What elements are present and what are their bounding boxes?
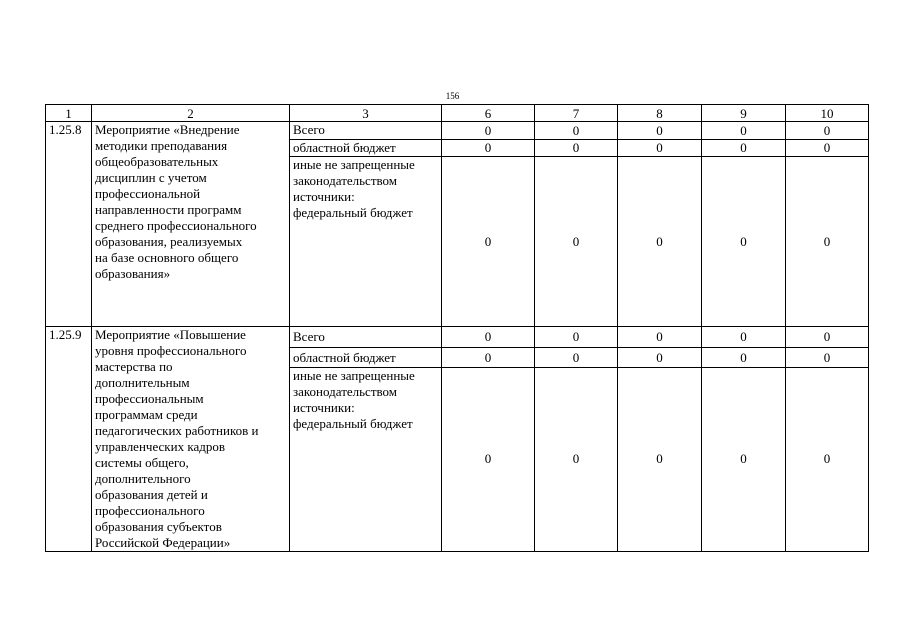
value-cell: 0 (786, 348, 869, 367)
column-header: 2 (92, 105, 290, 122)
funding-source: иные не запрещенные законодательством источники: федеральный бюджет (290, 157, 442, 327)
value-cell: 0 (535, 367, 618, 551)
header-row (46, 105, 869, 122)
value-cell: 0 (786, 327, 869, 348)
value-cell: 0 (702, 122, 786, 140)
value-cell: 0 (535, 157, 618, 327)
funding-source: областной бюджет (290, 140, 442, 157)
funding-source: Всего (290, 327, 442, 348)
column-header: 9 (702, 105, 786, 122)
column-header: 6 (442, 105, 535, 122)
value-cell: 0 (702, 157, 786, 327)
column-header: 1 (46, 105, 92, 122)
value-cell: 0 (535, 327, 618, 348)
value-cell: 0 (702, 348, 786, 367)
value-cell: 0 (442, 140, 535, 157)
column-header: 10 (786, 105, 869, 122)
funding-source: иные не запрещенные законодательством источники: федеральный бюджет (290, 367, 442, 551)
value-cell: 0 (442, 367, 535, 551)
value-cell: 0 (442, 157, 535, 327)
value-cell: 0 (618, 140, 702, 157)
value-cell: 0 (702, 327, 786, 348)
value-cell: 0 (535, 140, 618, 157)
value-cell: 0 (618, 327, 702, 348)
column-header: 7 (535, 105, 618, 122)
value-cell: 0 (442, 122, 535, 140)
value-cell: 0 (535, 122, 618, 140)
value-cell: 0 (786, 140, 869, 157)
value-cell: 0 (442, 327, 535, 348)
column-header: 3 (290, 105, 442, 122)
value-cell: 0 (442, 348, 535, 367)
value-cell: 0 (618, 367, 702, 551)
value-cell: 0 (618, 122, 702, 140)
measure-code: 1.25.8 (46, 122, 92, 327)
page-number: 156 (445, 91, 460, 101)
table-row (46, 327, 869, 348)
value-cell: 0 (618, 157, 702, 327)
value-cell: 0 (535, 348, 618, 367)
value-cell: 0 (786, 367, 869, 551)
value-cell: 0 (786, 157, 869, 327)
column-header: 8 (618, 105, 702, 122)
value-cell: 0 (702, 367, 786, 551)
budget-table (45, 104, 869, 552)
funding-source: Всего (290, 122, 442, 140)
value-cell: 0 (702, 140, 786, 157)
measure-name: Мероприятие «Внедрение методики преподавания общеобразовательных дисциплин с учетом профессиональной направленности программ среднего профессионального образования, реализуемых на базе основного общего образования» (92, 122, 290, 327)
funding-source: областной бюджет (290, 348, 442, 367)
measure-code: 1.25.9 (46, 327, 92, 552)
measure-name: Мероприятие «Повышение уровня профессионального мастерства по дополнительным профессиональным программам среди педагогических работников и управленческих кадров системы общего, дополнительного образования детей и профессионального образования субъектов Российской Федерации» (92, 327, 290, 552)
value-cell: 0 (786, 122, 869, 140)
table-row (46, 122, 869, 140)
value-cell: 0 (618, 348, 702, 367)
